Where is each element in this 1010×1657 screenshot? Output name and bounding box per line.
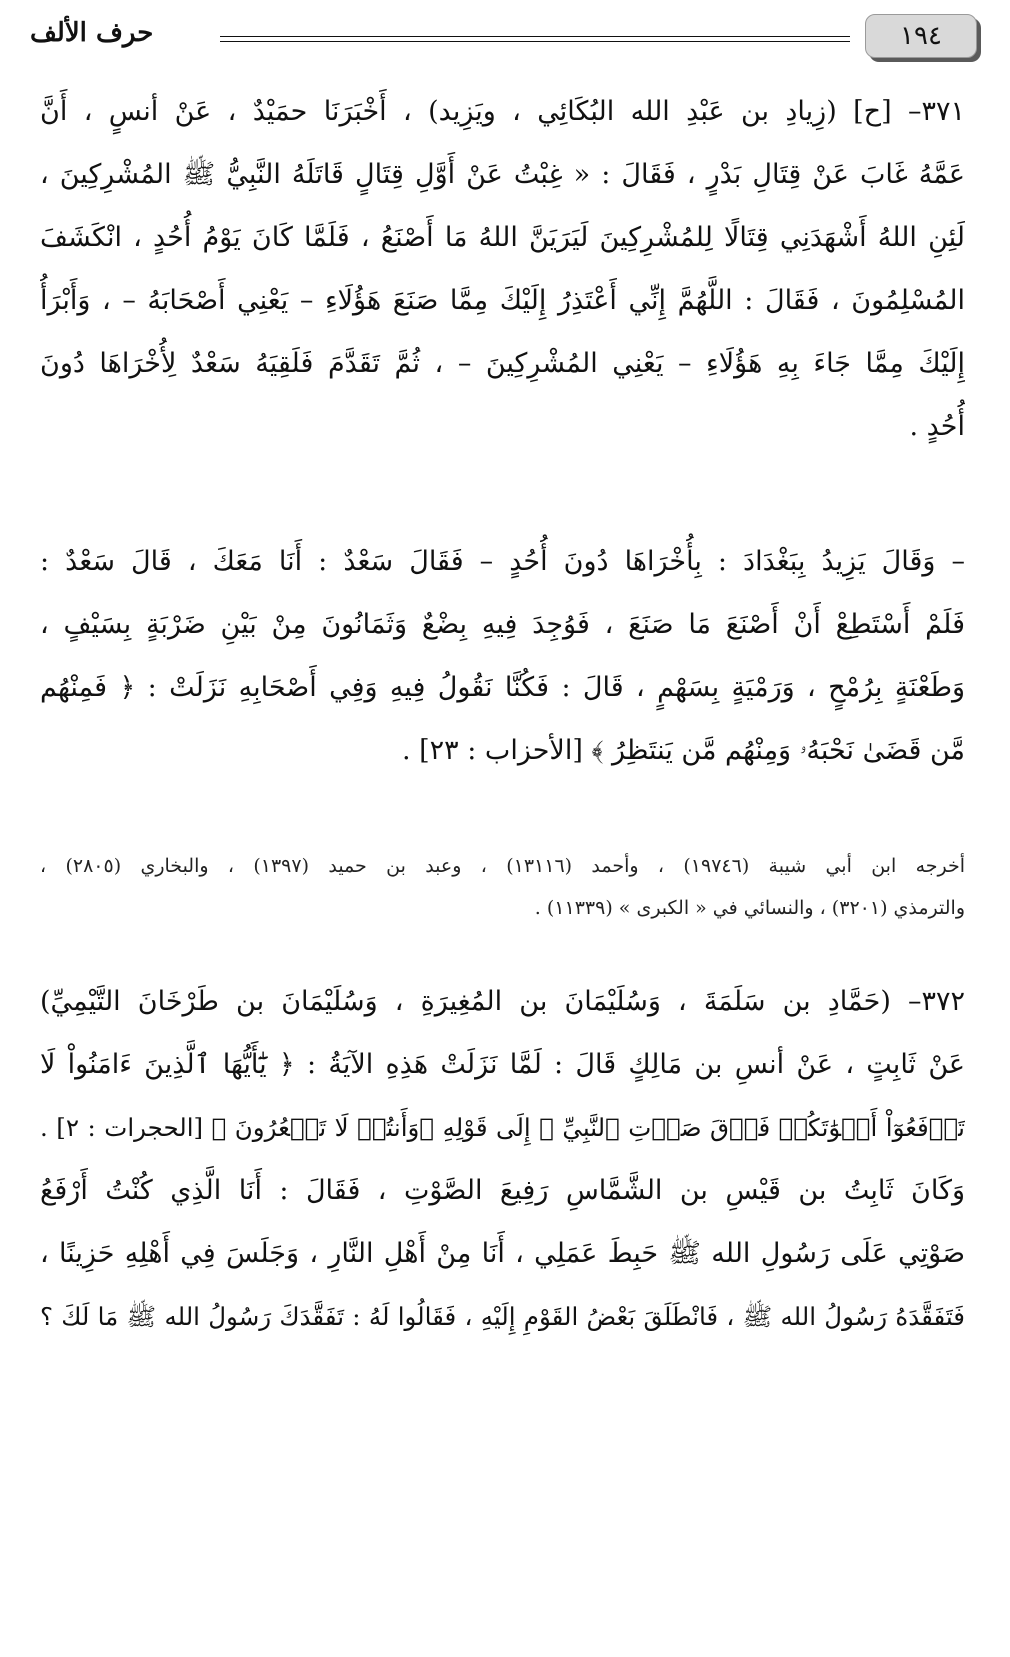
text-line: وَكَانَ ثَابِتُ بن قَيْسِ بن الشَّمَّاسِ رَفِيعَ الصَّوْتِ ، فَقَالَ : أَنَا الَّذِي كُنْتُ أَرْفَعُ bbox=[40, 1175, 965, 1206]
text-line: أُحُدٍ . bbox=[909, 411, 965, 442]
text-line: ٣٧٢– (حَمَّادِ بن سَلَمَةَ ، وَسُلَيْمَانَ بن المُغِيرَةِ ، وَسُلَيْمَانَ بن طَرْخَانَ التَّيْمِيِّ) bbox=[40, 986, 965, 1017]
text-line: وَطَعْنَةٍ بِرُمْحٍ ، وَرَمْيَةٍ بِسَهْمٍ ، قَالَ : فَكُنَّا نَقُولُ فِيهِ وَفِي أَصْحَابِهِ نَزَلَتْ : ﴿ فَمِنْهُم bbox=[40, 672, 965, 703]
text-line: مَّن قَضَىٰ نَحْبَهُۥ وَمِنْهُم مَّن يَنتَظِرُ ﴾ [الأحزاب : ٢٣] . bbox=[401, 735, 965, 766]
page-number-badge bbox=[865, 14, 977, 58]
text-line: فَتَفَقَّدَهُ رَسُولُ الله ﷺ ، فَانْطَلَقَ بَعْضُ القَوْمِ إِلَيْهِ ، فَقَالُوا لَهُ : تَفَقَّدَكَ رَسُولُ الله ﷺ مَا لَكَ ؟ bbox=[40, 1302, 965, 1331]
footnote-line: أخرجه ابن أبي شيبة (١٩٧٤٦) ، وأحمد (١٣١١٦) ، وعبد بن حميد (١٣٩٧) ، والبخاري (٢٨٠٥) ، bbox=[40, 855, 965, 877]
text-line: عَمَّهُ غَابَ عَنْ قِتَالِ بَدْرٍ ، فَقَالَ : « غِبْتُ عَنْ أَوَّلِ قِتَالٍ قَاتَلَهُ النَّبِيُّ ﷺ المُشْرِكِينَ ، bbox=[40, 159, 965, 190]
text-line: فَلَمْ أَسْتَطِعْ أَنْ أَصْنَعَ مَا صَنَعَ ، فَوُجِدَ فِيهِ بِضْعٌ وَثَمَانُونَ مِنْ بَيْنِ ضَرْبَةٍ بِسَيْفٍ ، bbox=[40, 609, 965, 640]
hadith-372 bbox=[40, 970, 965, 1348]
text-line: تَرۡفَعُوٓاْ أَصۡوَٰتَكُمۡ فَوۡقَ صَوۡتِ ٱلنَّبِيِّ ﴾ إِلَى قَوْلِهِ ﴿وَأَنتُمۡ لَا تَشۡعُرُونَ ﴾ [الحجرات : ٢] . bbox=[40, 1113, 965, 1142]
page-header bbox=[30, 14, 980, 64]
header-divider bbox=[220, 36, 850, 42]
hadith-371 bbox=[40, 80, 965, 458]
text-line: لَئِنِ اللهُ أَشْهَدَنِي قِتَالًا لِلمُشْرِكِينَ لَيَرَيَنَّ اللهُ مَا أَصْنَعُ ، فَلَمَّا كَانَ يَوْمُ أُحُدٍ ، انْكَشَفَ bbox=[40, 222, 965, 253]
text-line: صَوْتِي عَلَى رَسُولِ الله ﷺ حَبِطَ عَمَلِي ، أَنَا مِنْ أَهْلِ النَّارِ ، وَجَلَسَ فِي أَهْلِهِ حَزِينًا ، bbox=[40, 1238, 965, 1269]
hadith-371-continuation bbox=[40, 530, 965, 782]
text-line: عَنْ ثَابِتٍ ، عَنْ أنسِ بن مَالِكٍ قَالَ : لَمَّا نَزَلَتْ هَذِهِ الآيَةُ : ﴿ يَٰٓأَيُّهَا ٱلَّذِينَ ءَامَنُواْ لَا bbox=[40, 1049, 965, 1080]
text-line: المُسْلِمُونَ ، فَقَالَ : اللَّهُمَّ إِنِّي أَعْتَذِرُ إِلَيْكَ مِمَّا صَنَعَ هَؤُلَاءِ – يَعْنِي أَصْحَابَهُ – ، وَأَبْرَأُ bbox=[40, 285, 965, 316]
text-line: ٣٧١– [ح] (زِيادِ بن عَبْدِ الله البُكَائِي ، ويَزِيد) ، أَخْبَرَنَا حمَيْدٌ ، عَنْ أنسٍ ، أَنَّ bbox=[40, 96, 965, 127]
footnote bbox=[40, 845, 965, 929]
page-number: ١٩٤ bbox=[900, 21, 942, 51]
text-line: إِلَيْكَ مِمَّا جَاءَ بِهِ هَؤُلَاءِ – يَعْنِي المُشْرِكِينَ – ، ثُمَّ تَقَدَّمَ فَلَقِيَهُ سَعْدٌ لِأُخْرَاهَا دُونَ bbox=[40, 348, 965, 379]
chapter-title: حرف الألف bbox=[30, 18, 154, 48]
footnote-line: والترمذي (٣٢٠١) ، والنسائي في « الكبرى » (١١٣٣٩) . bbox=[534, 897, 965, 919]
text-line: – وَقَالَ يَزِيدُ بِبَغْدَادَ : بِأُخْرَاهَا دُونَ أُحُدٍ – فَقَالَ سَعْدٌ : أَنَا مَعَكَ ، قَالَ سَعْدٌ : bbox=[40, 546, 965, 577]
